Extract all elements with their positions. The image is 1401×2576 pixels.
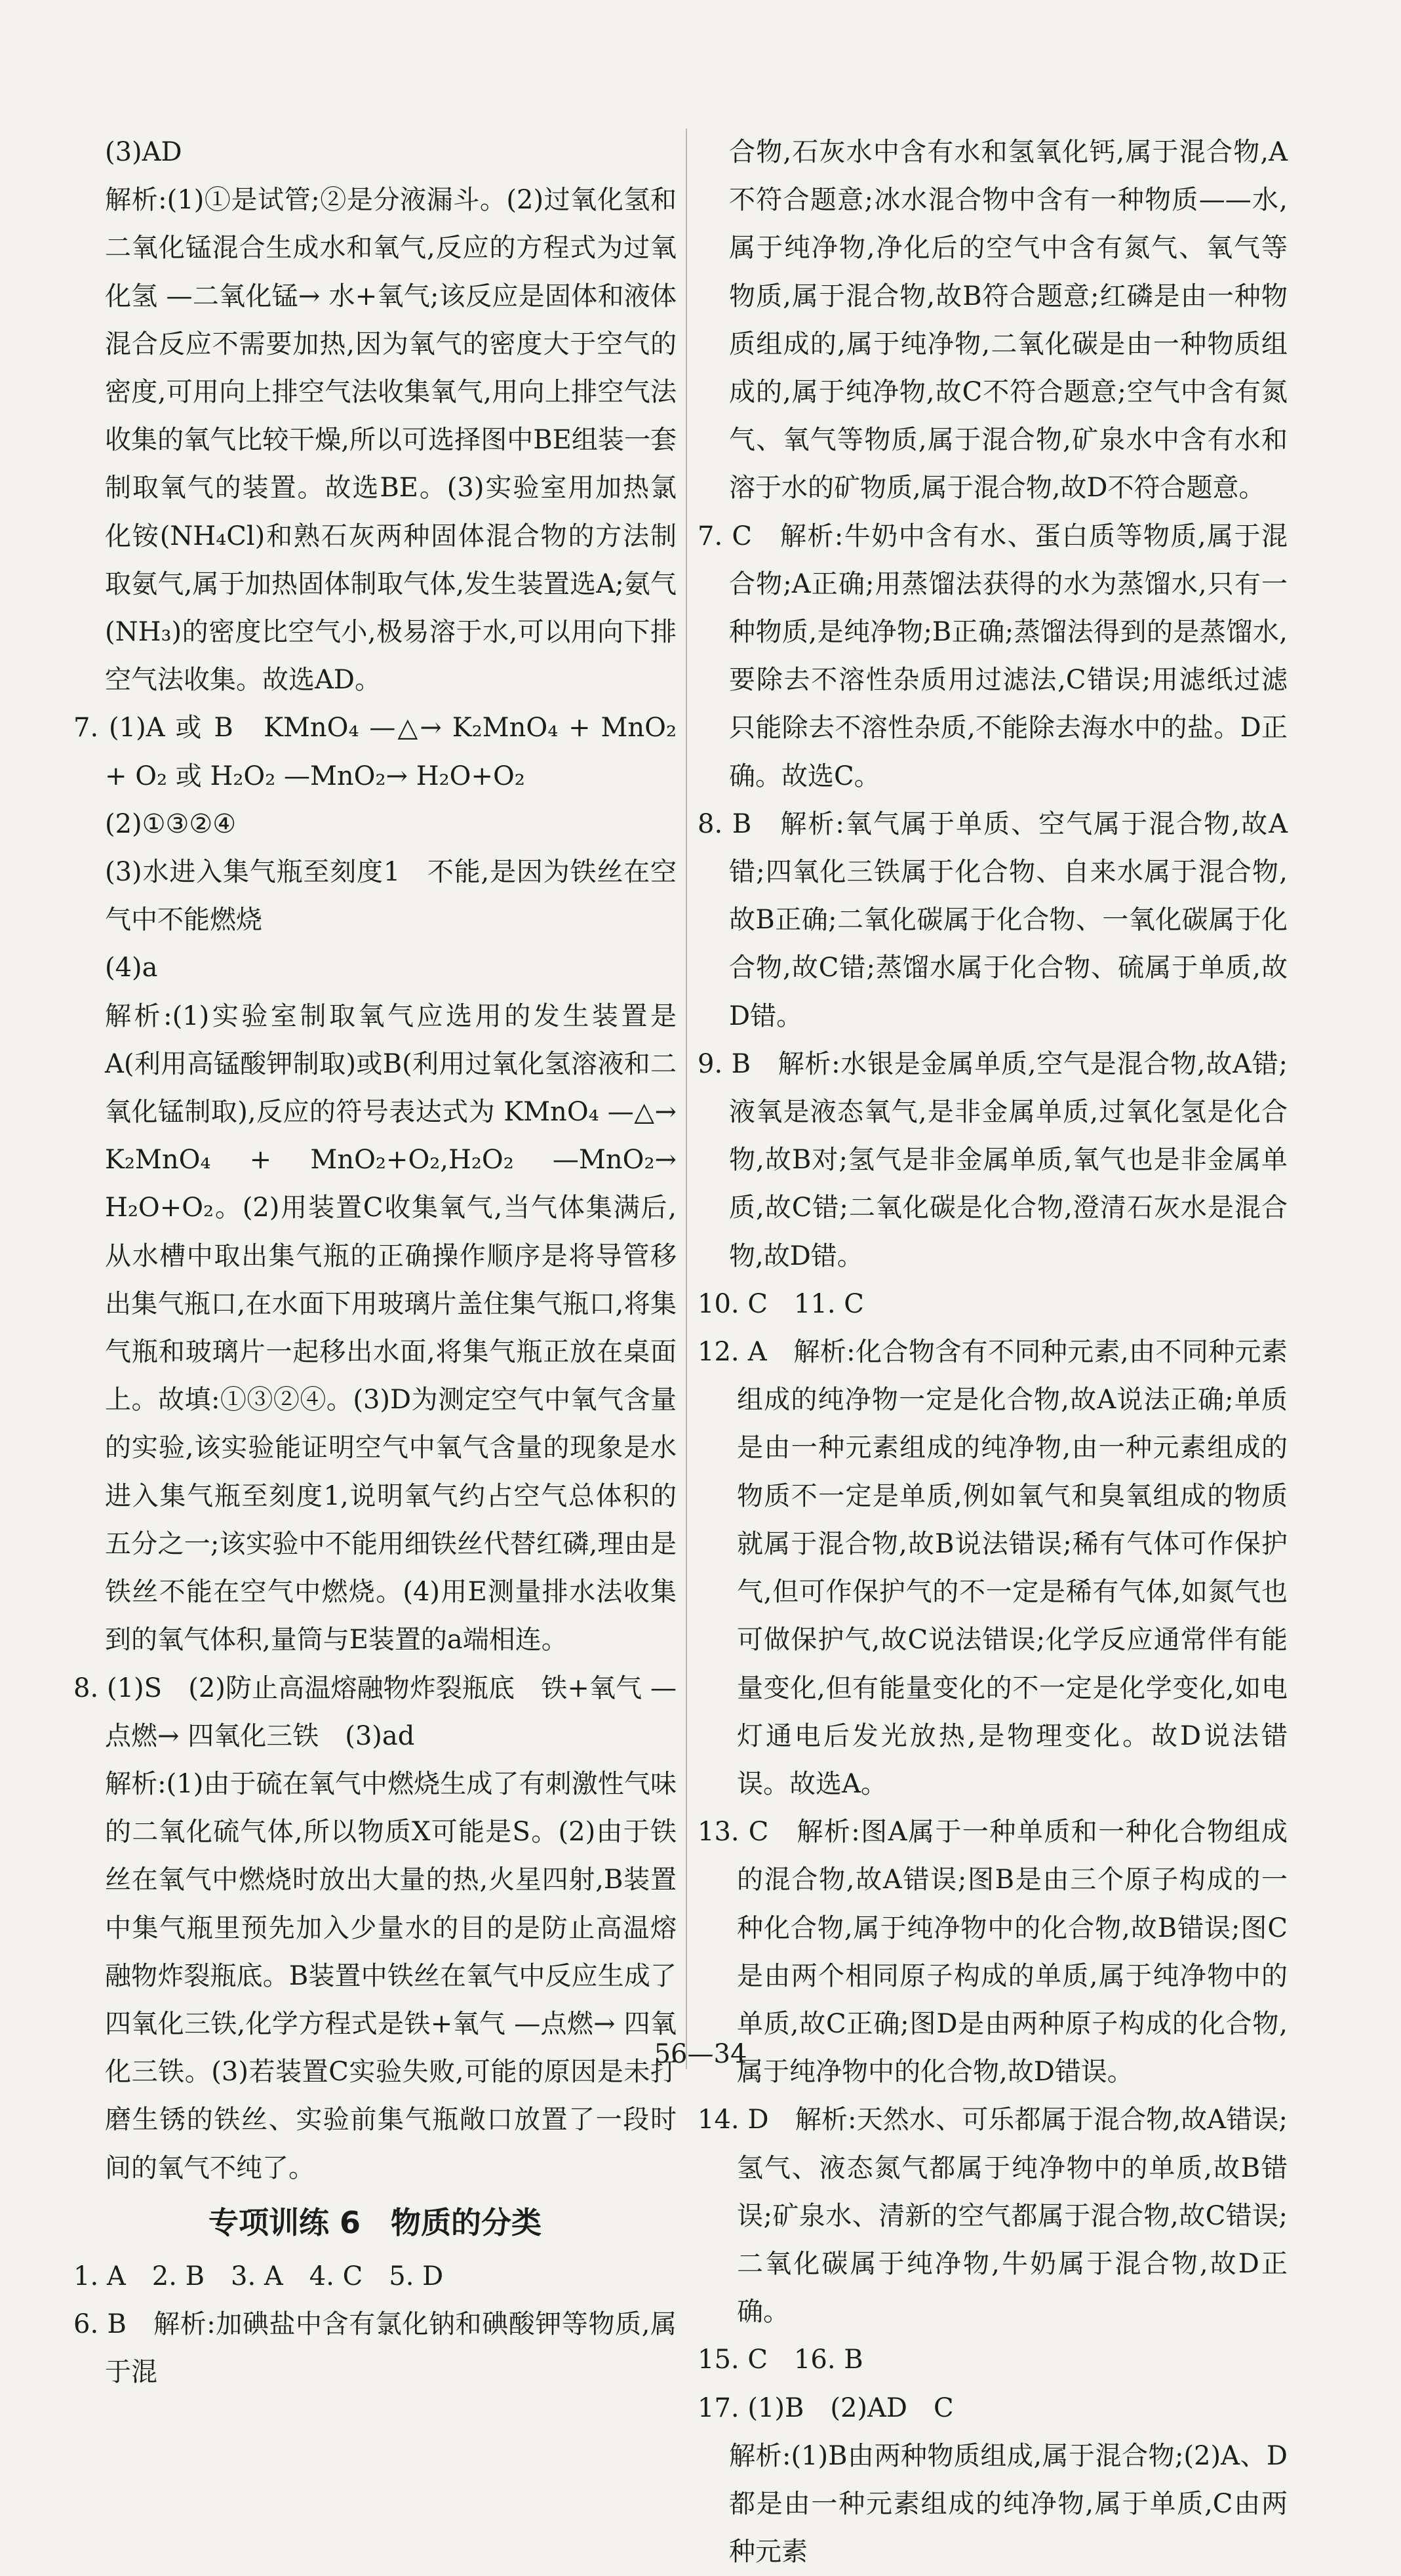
- list-item: 10. C 11. C: [698, 1288, 864, 1319]
- paragraph: (3)水进入集气瓶至刻度1 不能,是因为铁丝在空气中不能燃烧: [105, 857, 677, 936]
- paragraph: 解析:(1)实验室制取氧气应选用的发生装置是A(利用高锰酸钾制取)或B(利用过氧化氢溶液和二氧化锰制取),反应的符号表达式为 KMnO₄ —△→ K₂MnO₄ + MnO₂+O₂,H₂O₂ —MnO₂→ H₂O+O₂。(2)用装置C收集氧气,当气体集满后,从水槽中取出集气瓶的正确操作顺序是将导管移出集气瓶口,在水面下用玻璃片盖住集气瓶口,将集气瓶和玻璃片一起移出水面,将集气瓶正放在桌面上。故填:①③②④。(3)D为测定空气中氧气含量的实验,该实验能证明空气中氧气含量的现象是水进入集气瓶至刻度1,说明氧气约占空气总体积的五分之一;该实验中不能用细铁丝代替红磷,理由是铁丝不能在空气中燃烧。(4)用E测量排水法收集到的氧气体积,量筒与E装置的a端相连。: [105, 1001, 677, 1655]
- section-title: 专项训练 6 物质的分类: [208, 2204, 542, 2240]
- list-item: 6. B 解析:加碘盐中含有氯化钠和碘酸钾等物质,属于混: [73, 2308, 677, 2388]
- paragraph: 解析:(1)①是试管;②是分液漏斗。(2)过氧化氢和二氧化锰混合生成水和氧气,反应的方程式为过氧化氢 —二氧化锰→ 水+氧气;该反应是固体和液体混合反应不需要加热,因为氧气的密度大于空气的密度,可用向上排空气法收集氧气,用向上排空气法收集的氧气比较干燥,所以可选择图中BE组装一套制取氧气的装置。故选BE。(3)实验室用加热氯化铵(NH₄Cl)和熟石灰两种固体混合物的方法制取氨气,属于加热固体制取气体,发生装置选A;氨气(NH₃)的密度比空气小,极易溶于水,可以用向下排空气法收集。故选AD。: [105, 185, 677, 696]
- paragraph: (3)AD: [105, 137, 182, 167]
- list-item: 13. C 解析:图A属于一种单质和一种化合物组成的混合物,故A错误;图B是由三个原子构成的一种化合物,属于纯净物中的化合物,故B错误;图C是由两个相同原子构成的单质,属于纯净物中的单质,故C正确;图D是由两种原子构成的化合物,属于纯净物中的化合物,故D错误。: [698, 1817, 1288, 2088]
- list-item: 9. B 解析:水银是金属单质,空气是混合物,故A错;液氧是液态氧气,是非金属单质,过氧化氢是化合物,故B对;氢气是非金属单质,氧气也是非金属单质,故C错;二氧化碳是化合物,澄清石灰水是混合物,故D错。: [698, 1048, 1288, 1271]
- column-divider: [686, 129, 687, 2069]
- list-item: 8. (1)S (2)防止高温熔融物炸裂瓶底 铁+氧气 —点燃→ 四氧化三铁 (3)ad: [73, 1673, 677, 1751]
- list-item: 12. A 解析:化合物含有不同种元素,由不同种元素组成的纯净物一定是化合物,故A说法正确;单质是由一种元素组成的纯净物,由一种元素组成的物质不一定是单质,例如氧气和臭氧组成的物质就属于混合物,故B说法错误;稀有气体可作保护气,但可作保护气的不一定是稀有气体,如氮气也可做保护气,故C说法错误;化学反应通常伴有能量变化,但有能量变化的不一定是化学变化,如电灯通电后发光放热,是物理变化。故D说法错误。故选A。: [698, 1337, 1288, 1799]
- paragraph: (2)①③②④: [105, 808, 237, 839]
- paragraph: 合物,石灰水中含有水和氢氧化钙,属于混合物,A不符合题意;冰水混合物中含有一种物质——水,属于纯净物,净化后的空气中含有氮气、氧气等物质,属于混合物,故B符合题意;红磷是由一种物质组成的,属于纯净物,二氧化碳是由一种物质组成的,属于纯净物,故C不符合题意;空气中含有氮气、氧气等物质,属于混合物,矿泉水中含有水和溶于水的矿物质,属于混合物,故D不符合题意。: [729, 137, 1288, 504]
- list-item: 14. D 解析:天然水、可乐都属于混合物,故A错误;氢气、液态氮气都属于纯净物中的单质,故B错误;矿泉水、清新的空气都属于混合物,故C错误;二氧化碳属于纯净物,牛奶属于混合物,故D正确。: [698, 2105, 1288, 2328]
- list-item: 1. A 2. B 3. A 4. C 5. D: [73, 2261, 444, 2291]
- right-column: [698, 129, 1288, 2576]
- list-item: 7. (1)A 或 B KMnO₄ —△→ K₂MnO₄ + MnO₂ + O₂ 或 H₂O₂ —MnO₂→ H₂O+O₂: [73, 713, 677, 791]
- paragraph: (4)a: [105, 953, 158, 983]
- paragraph: 解析:(1)B由两种物质组成,属于混合物;(2)A、D都是由一种元素组成的纯净物,属于单质,C由两种元素: [729, 2440, 1288, 2567]
- list-item: 15. C 16. B: [698, 2345, 863, 2375]
- list-item: 7. C 解析:牛奶中含有水、蛋白质等物质,属于混合物;A正确;用蒸馏法获得的水为蒸馏水,只有一种物质,是纯净物;B正确;蒸馏法得到的是蒸馏水,要除去不溶性杂质用过滤法,C错误;用滤纸过滤只能除去不溶性杂质,不能除去海水中的盐。D正确。故选C。: [698, 521, 1288, 791]
- list-item: 8. B 解析:氧气属于单质、空气属于混合物,故A错;四氧化三铁属于化合物、自来水属于混合物,故B正确;二氧化碳属于化合物、一氧化碳属于化合物,故C错;蒸馏水属于化合物、硫属于单质,故D错。: [698, 808, 1288, 1031]
- list-item: 17. (1)B (2)AD C: [698, 2392, 954, 2423]
- paragraph: 解析:(1)由于硫在氧气中燃烧生成了有刺激性气味的二氧化硫气体,所以物质X可能是S。(2)由于铁丝在氧气中燃烧时放出大量的热,火星四射,B装置中集气瓶里预先加入少量水的目的是防止高温熔融物炸裂瓶底。B装置中铁丝在氧气中反应生成了四氧化三铁,化学方程式是铁+氧气 —点燃→ 四氧化三铁。(3)若装置C实验失败,可能的原因是未打磨生锈的铁丝、实验前集气瓶敞口放置了一段时间的氧气不纯了。: [105, 1768, 677, 2183]
- page-number: 56—34: [654, 2039, 747, 2069]
